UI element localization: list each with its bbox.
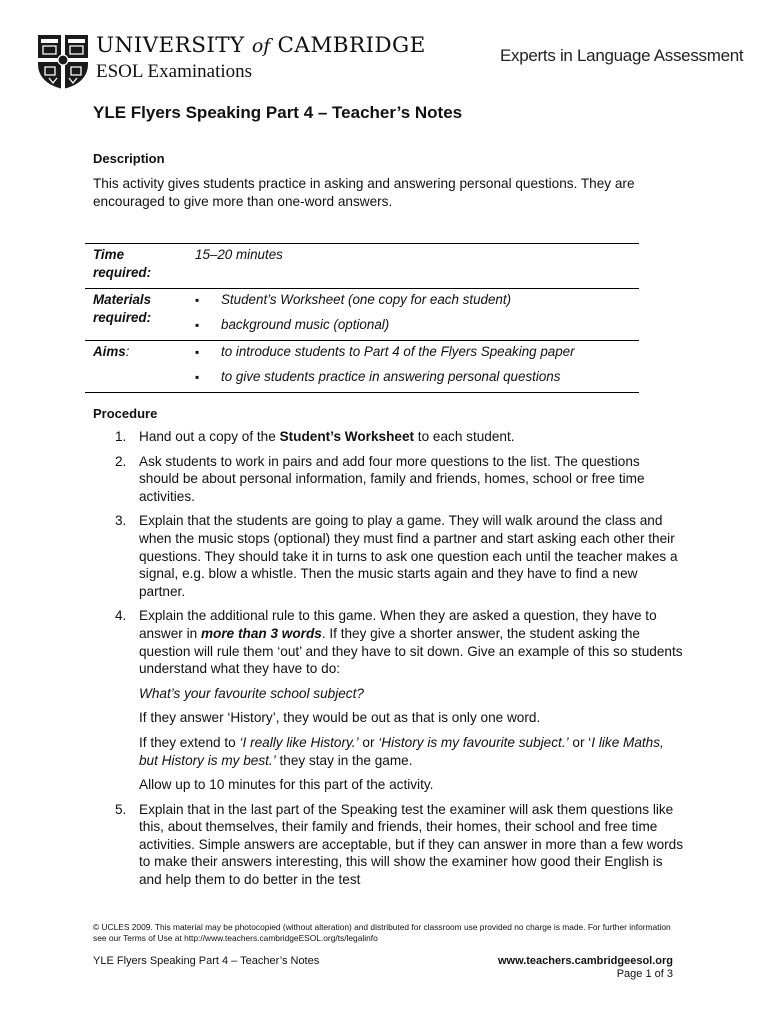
- footer-doc-name: YLE Flyers Speaking Part 4 – Teacher’s Notes: [93, 955, 320, 967]
- university-crest-icon: [37, 34, 89, 90]
- procedure-list: [93, 428, 683, 896]
- copyright-notice: © UCLES 2009. This material may be photocopied (without alteration) and distributed for classroom use provided no charge is made. For further information see our Terms of Use at http://www.teachers.cambridgeESOL.org/ts/legalinfo: [93, 922, 671, 943]
- list-item: ▪ background music (optional): [195, 316, 631, 334]
- footer-url-link[interactable]: www.teachers.cambridgeesol.org: [497, 955, 673, 967]
- page-number: Page 1 of 3: [616, 968, 673, 980]
- tagline: Experts in Language Assessment: [500, 46, 744, 65]
- example-question: What’s your favourite school subject?: [139, 685, 364, 701]
- list-item: ▪ to give students practice in answering personal questions: [195, 368, 631, 386]
- description-heading: Description: [93, 151, 165, 166]
- materials-label: Materials required:: [93, 292, 152, 325]
- procedure-step-3: 3. Explain that the students are going to play a game. They will walk around the class and when the music stops (optional) they must find a partner and start asking each other their questions. They should take it in turns to ask one question each until the teacher makes a signal, e.g. blow a whistle. Then the music starts again and they have to find a new partner.: [115, 513, 678, 599]
- list-item: ▪ to introduce students to Part 4 of the Flyers Speaking paper: [195, 343, 631, 361]
- example-answer: If they answer ‘History’, they would be out as that is only one word.: [139, 710, 541, 726]
- university-name: UNIVERSITY of CAMBRIDGE: [96, 33, 426, 58]
- procedure-step-5: 5. Explain that in the last part of the Speaking test the examiner will ask them questions like this, about themselves, their family and friends, their homes, their school and free time activities. Simple answers are acceptable, but if they can answer in more than a few words to make their answers interesting, this will show the examiner how good their English is and help them to do better in the test: [115, 801, 684, 888]
- procedure-step-4: 4. Explain the additional rule to this game. When they are asked a question, they have to answer in more than 3 words. If they give a shorter answer, the student asking the question will rule them ‘out’ and they have to sit down. Give an example of this so students understand what they have to do:: [115, 608, 683, 677]
- table-row-aims: [85, 341, 639, 393]
- description-text: This activity gives students practice in asking and answering personal questions. They are encouraged to give more than one-word answers.: [93, 176, 635, 209]
- table-row-materials: [85, 289, 639, 341]
- extend-example: If they extend to ‘I really like History.’ or ‘History is my favourite subject.’ or ‘I like Maths, but History is my best.’ they stay in the game.: [139, 734, 664, 768]
- time-label: Time required:: [93, 247, 152, 280]
- procedure-step-2: 2. Ask students to work in pairs and add four more questions to the list. The questions should be about personal information, family and friends, homes, school or free time activities.: [115, 453, 645, 504]
- list-item: ▪ Student’s Worksheet (one copy for each student): [195, 291, 631, 309]
- esol-examinations: ESOL Examinations: [96, 61, 253, 82]
- table-row-time: [85, 244, 639, 289]
- aims-label: Aims:: [93, 344, 130, 359]
- aims-list: [195, 343, 631, 386]
- procedure-heading: Procedure: [93, 406, 158, 421]
- page-title: YLE Flyers Speaking Part 4 – Teacher’s Notes: [93, 103, 463, 122]
- time-value: 15–20 minutes: [195, 247, 283, 262]
- procedure-step-1: 1. Hand out a copy of the Student’s Worksheet to each student.: [115, 429, 515, 444]
- materials-list: [195, 291, 631, 334]
- time-allowance: Allow up to 10 minutes for this part of the activity.: [139, 777, 434, 793]
- info-table: [85, 243, 639, 393]
